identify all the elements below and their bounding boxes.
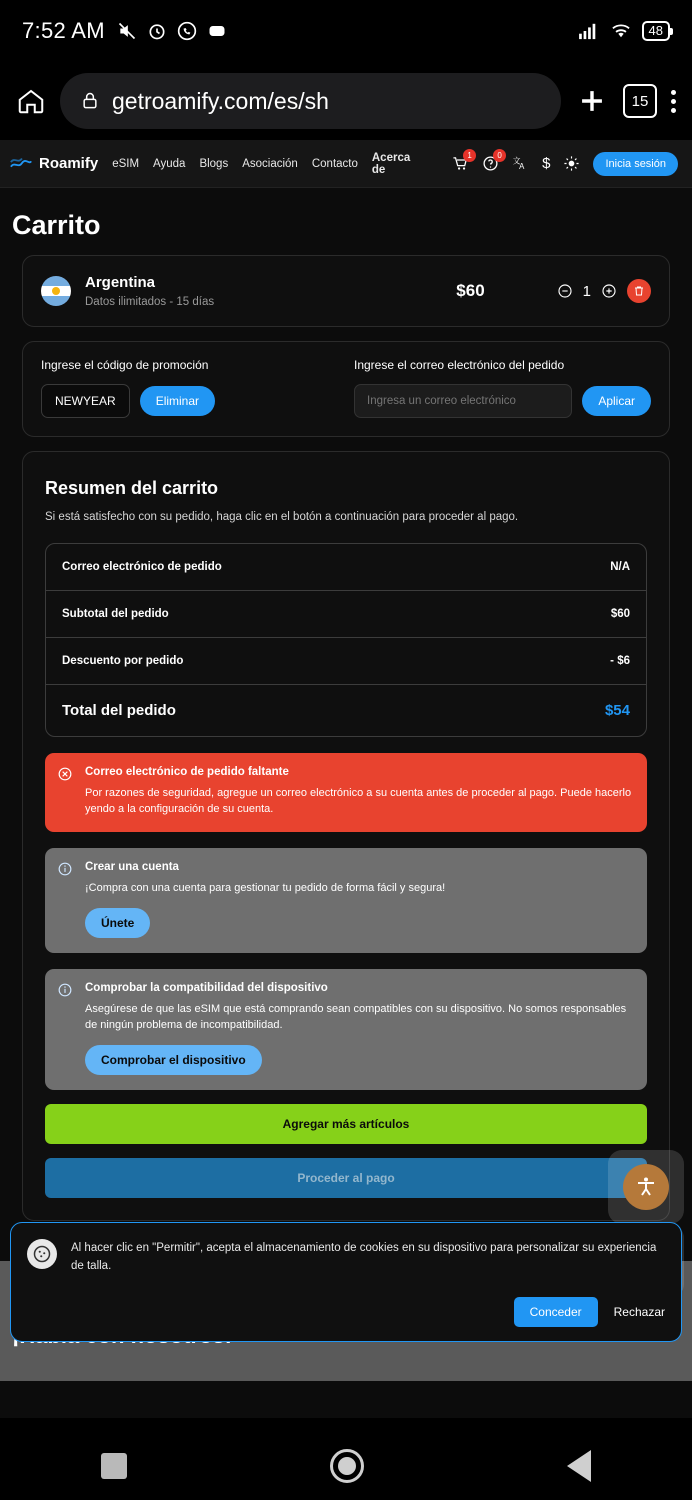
argentina-flag-icon	[41, 276, 71, 306]
cookie-content	[27, 1239, 665, 1275]
nav-link-asociacion[interactable]: Asociación	[242, 157, 298, 170]
alert-text: Asegúrese de que las eSIM que está comprando sean compatibles con su dispositivo. No somos responsables de ningún problema de incompatibilidad.	[85, 1003, 627, 1031]
cookie-accept-button[interactable]: Conceder	[514, 1297, 598, 1327]
row-value: $60	[610, 608, 630, 620]
row-label: Subtotal del pedido	[62, 608, 169, 620]
minus-circle-icon[interactable]	[557, 283, 573, 299]
back-button[interactable]	[567, 1450, 591, 1482]
promo-code-column	[41, 358, 338, 418]
roamify-logo-icon	[10, 156, 32, 172]
status-bar-right	[578, 21, 670, 41]
tab-counter[interactable]: 15	[623, 84, 657, 118]
home-icon[interactable]	[16, 86, 46, 116]
apply-email-button[interactable]: Aplicar	[582, 386, 651, 416]
order-email-column	[354, 358, 651, 418]
row-label: Descuento por pedido	[62, 655, 184, 667]
proceed-to-checkout-button: Proceder al pago	[45, 1158, 647, 1198]
cart-summary	[23, 452, 669, 1220]
accessibility-icon	[623, 1164, 669, 1210]
svg-text:A: A	[519, 162, 525, 172]
alert-title: Correo electrónico de pedido faltante	[85, 766, 289, 778]
battery-indicator: 48	[642, 21, 670, 41]
cart-summary-card	[22, 451, 670, 1221]
summary-subtext: Si está satisfecho con su pedido, haga clic en el botón a continuación para proceder al pago.	[45, 511, 519, 523]
accessibility-button[interactable]	[608, 1150, 684, 1224]
row-value: $54	[604, 702, 630, 719]
svg-text:文: 文	[512, 156, 521, 166]
alert-title: Comprobar la compatibilidad del dispositivo	[85, 982, 328, 994]
promo-row	[23, 342, 669, 436]
info-circle-icon	[58, 983, 72, 997]
nav-link-contacto[interactable]: Contacto	[311, 157, 358, 170]
trash-icon[interactable]	[627, 279, 651, 303]
page-title: Carrito	[12, 210, 101, 240]
home-button[interactable]	[330, 1449, 364, 1483]
address-bar[interactable]	[60, 73, 561, 129]
browser-toolbar	[0, 62, 692, 140]
order-email-controls	[354, 384, 651, 418]
nav-link-acerca-de[interactable]: Acerca de	[371, 151, 411, 176]
check-device-button[interactable]: Comprobar el dispositivo	[85, 1045, 262, 1075]
remove-promo-button[interactable]: Eliminar	[140, 386, 215, 416]
theme-toggle-icon[interactable]	[563, 155, 580, 172]
cookie-consent-banner	[10, 1222, 682, 1342]
currency-icon[interactable]: $	[542, 155, 551, 172]
cart-item-country: Argentina	[85, 274, 156, 291]
nav-link-blogs[interactable]: Blogs	[199, 157, 229, 170]
alert-title: Crear una cuenta	[85, 861, 179, 873]
cookie-reject-button[interactable]: Rechazar	[613, 1305, 665, 1319]
kebab-menu-icon[interactable]	[671, 90, 676, 113]
url-text: getroamify.com/es/sh	[112, 87, 329, 114]
error-circle-icon	[58, 767, 72, 781]
table-row	[46, 544, 646, 590]
nav-links	[112, 152, 412, 176]
alert-device-compatibility	[45, 969, 647, 1090]
cart-item-card	[22, 255, 670, 327]
order-email-label: Ingrese el correo electrónico del pedido	[354, 358, 565, 372]
cart-item-row	[23, 256, 669, 326]
recent-apps-button[interactable]	[101, 1453, 127, 1479]
help-badge: 0	[493, 149, 506, 162]
status-clock: 7:52 AM	[22, 18, 105, 43]
alert-text: ¡Compra con una cuenta para gestionar tu pedido de forma fácil y segura!	[85, 882, 446, 894]
quantity-stepper	[557, 279, 651, 303]
android-status-bar	[0, 0, 692, 62]
nav-link-ayuda[interactable]: Ayuda	[153, 157, 186, 170]
alert-create-account	[45, 848, 647, 953]
android-navigation-bar	[0, 1432, 692, 1500]
app-icon	[207, 21, 227, 41]
table-row	[46, 590, 646, 637]
status-bar-left	[22, 18, 227, 44]
quantity-value: 1	[582, 282, 591, 300]
promo-card	[22, 341, 670, 437]
site-navbar	[0, 140, 692, 188]
info-circle-icon	[58, 862, 72, 876]
status-notification-icons	[117, 21, 227, 41]
summary-table	[45, 543, 647, 737]
nav-right-actions	[452, 152, 682, 176]
whatsapp-icon	[177, 21, 197, 41]
lock-icon	[80, 91, 100, 111]
cart-item-price: $60	[456, 281, 485, 300]
alert-missing-email	[45, 753, 647, 832]
promo-code-value: NEWYEAR	[41, 384, 130, 418]
plus-circle-icon[interactable]	[601, 283, 617, 299]
promo-code-controls	[41, 384, 338, 418]
web-page	[0, 140, 692, 1418]
alarm-icon	[147, 21, 167, 41]
row-label: Correo electrónico de pedido	[62, 561, 222, 573]
alert-text: Por razones de seguridad, agregue un correo electrónico a su cuenta antes de proceder al pago. Puede hacerlo yendo a la configuración de su cuenta.	[85, 787, 632, 815]
translate-icon[interactable]	[512, 155, 529, 172]
summary-heading: Resumen del carrito	[45, 478, 219, 498]
cart-badge: 1	[463, 149, 476, 162]
mute-icon	[117, 21, 137, 41]
cart-item-description: Datos ilimitados - 15 días	[85, 296, 215, 308]
order-email-input[interactable]	[354, 384, 572, 418]
brand-logo[interactable]	[10, 155, 98, 172]
help-icon[interactable]	[482, 151, 502, 172]
nav-link-esim[interactable]: eSIM	[112, 157, 140, 170]
cookie-text: Al hacer clic en "Permitir", acepta el almacenamiento de cookies en su dispositivo para personalizar su experiencia de talla.	[71, 1242, 657, 1272]
add-more-items-button[interactable]: Agregar más artículos	[45, 1104, 647, 1144]
row-value: N/A	[610, 561, 630, 573]
cookie-icon	[27, 1239, 57, 1269]
promo-code-label: Ingrese el código de promoción	[41, 358, 209, 372]
wifi-icon	[610, 22, 632, 40]
table-row-total	[46, 684, 646, 736]
signal-icon	[578, 22, 600, 40]
table-row	[46, 637, 646, 684]
row-label: Total del pedido	[62, 702, 176, 719]
cart-item-info	[85, 274, 214, 308]
row-value: - $6	[610, 655, 630, 667]
sign-in-button[interactable]: Inicia sesión	[593, 152, 678, 176]
brand-name: Roamify	[39, 155, 99, 172]
cart-icon[interactable]	[452, 151, 472, 172]
plus-icon[interactable]	[575, 84, 609, 118]
cookie-actions	[27, 1297, 665, 1327]
join-button[interactable]: Únete	[85, 908, 150, 938]
